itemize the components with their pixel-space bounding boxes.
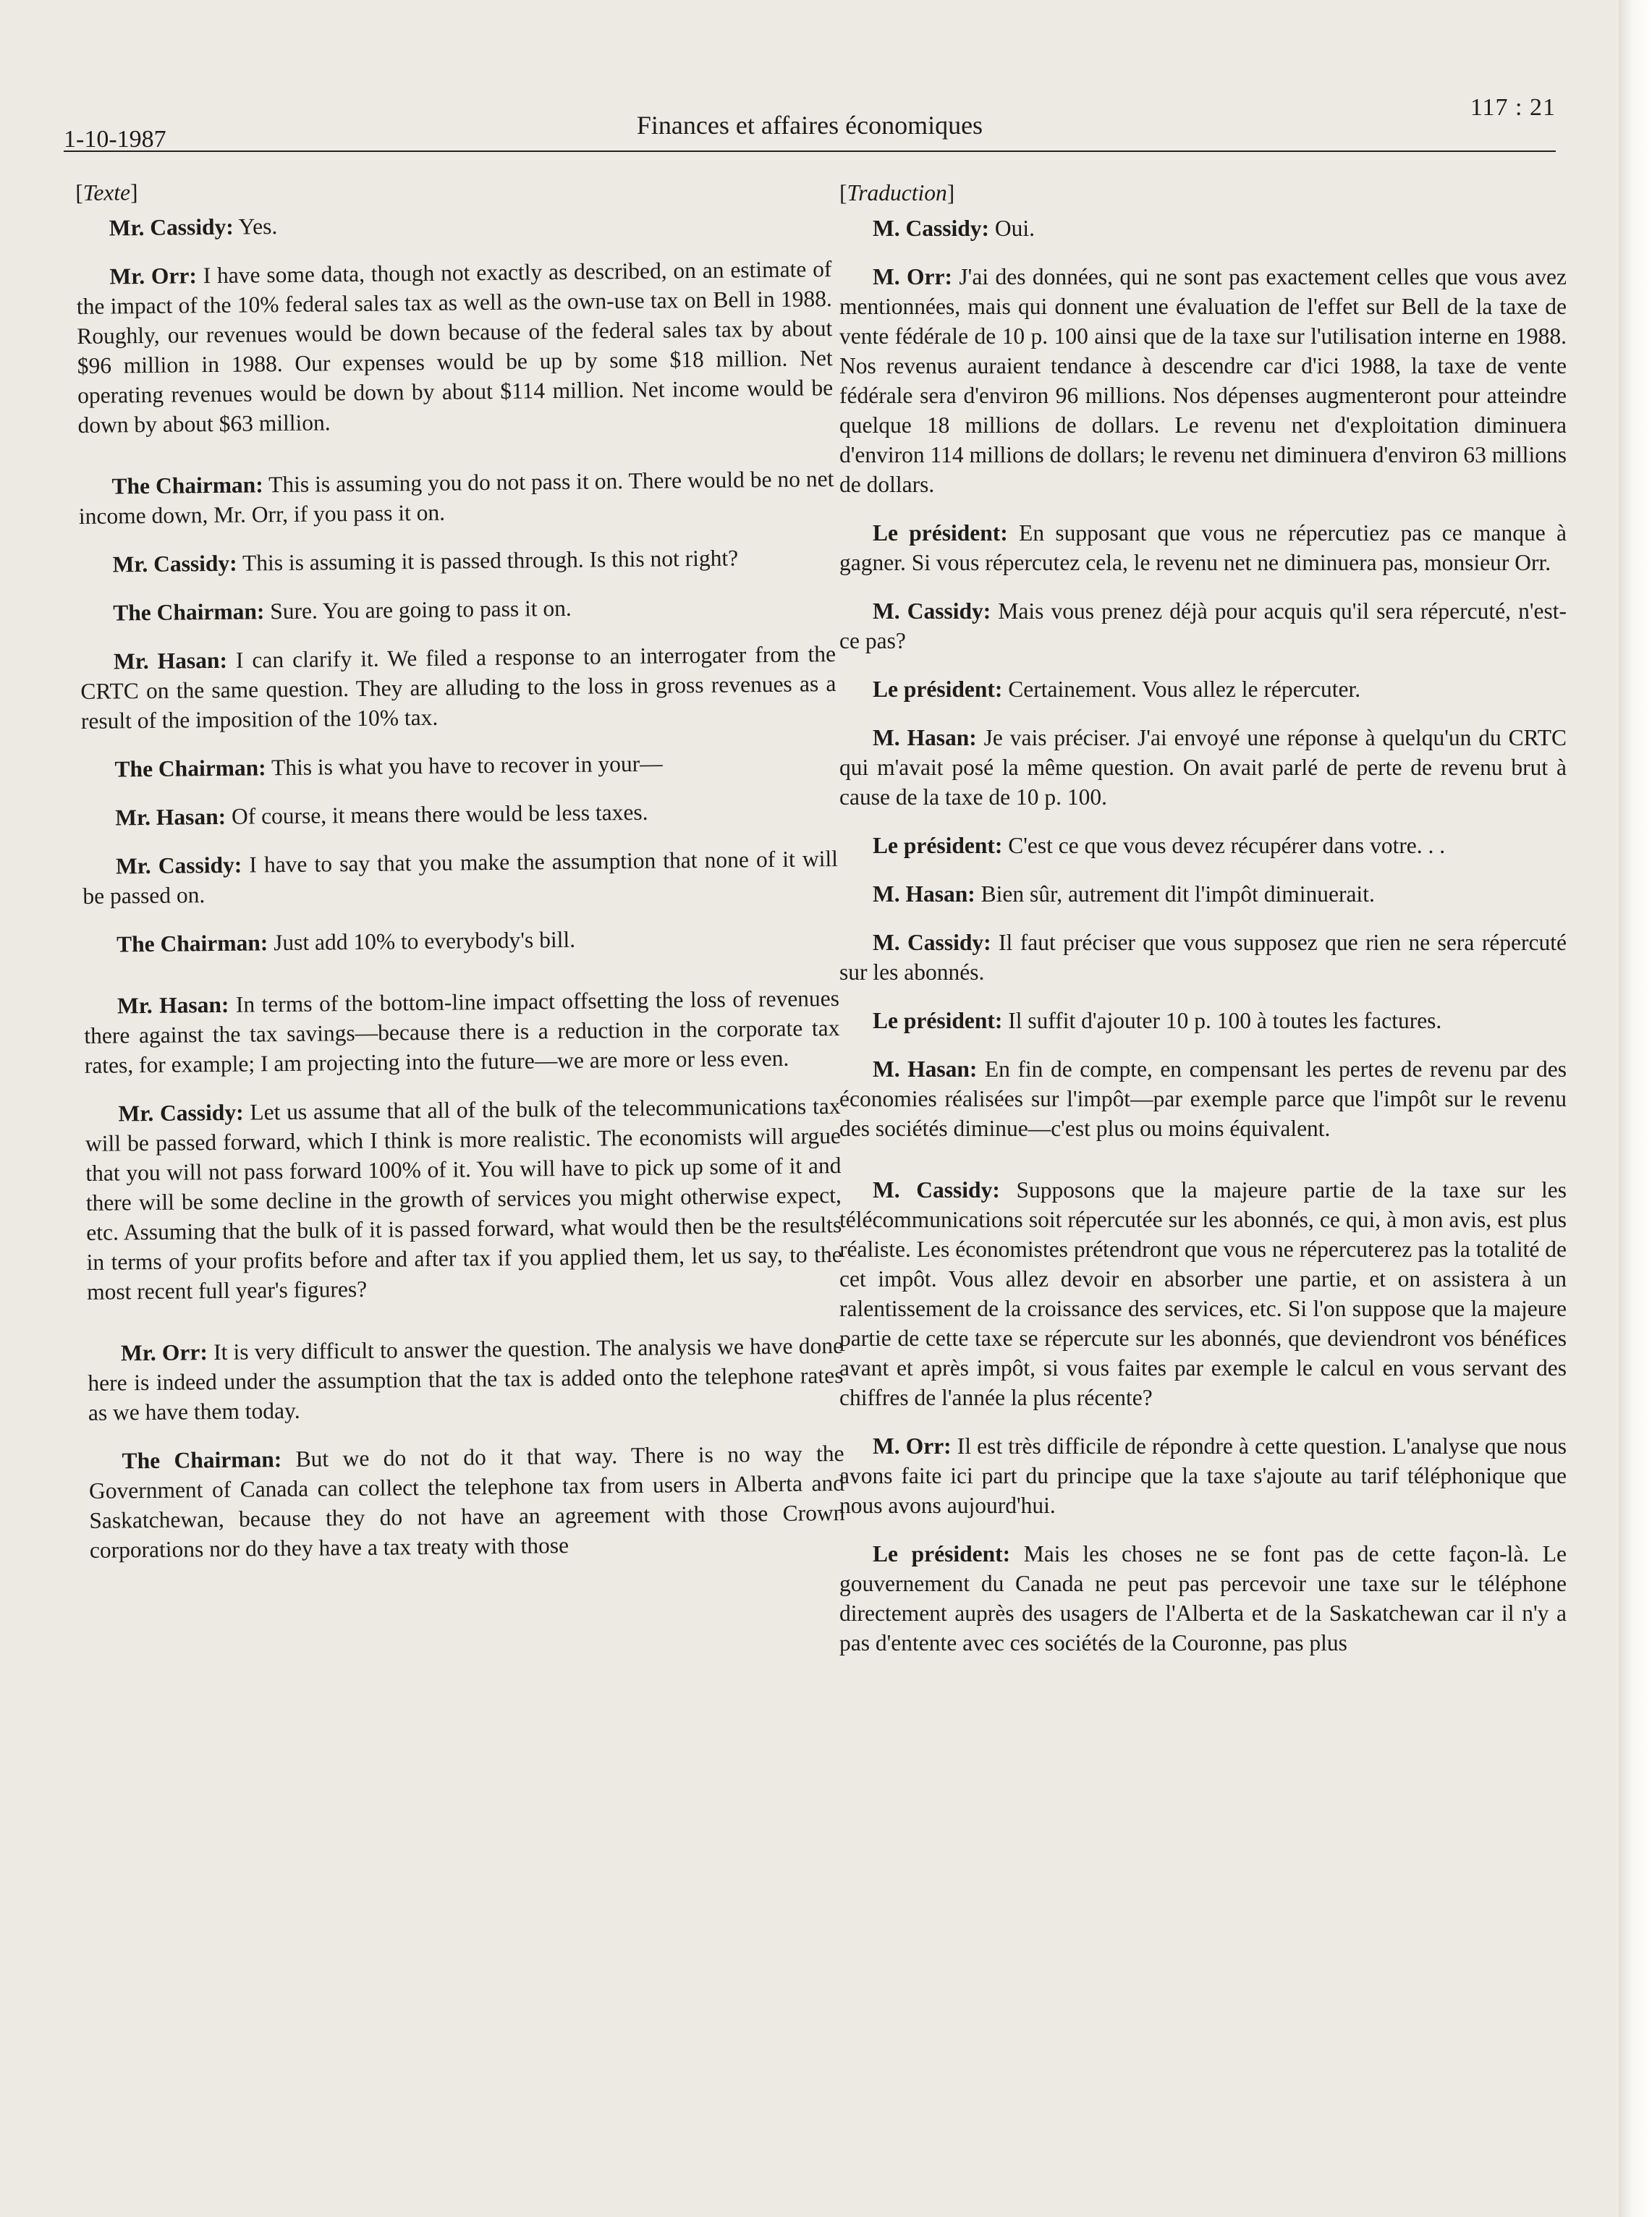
transcript-paragraph [839, 518, 1567, 577]
speech-text: Mais les choses ne se font pas de cette façon-là. Le gouvernement du Canada ne peut pas percevoir une taxe sur le téléphone directement auprès des usagers de l'Alberta et de la Saskatchewan car il n'y a pas d'entente avec ces sociétés de la Couronne, pas plus [839, 1541, 1567, 1656]
speech-text: In terms of the bottom-line impact offsetting the loss of revenues there against the tax savings—because there is a reduction in the corporate tax rates, for example; I am projecting into the future—we are more or less even. [84, 985, 840, 1078]
speech-text: Supposons que la majeure partie de la taxe sur les télécommunications soit répercutée sur les abonnés, ce qui, à mon avis, est plus réaliste. Les économistes prétendront que vous ne répercuterez pas la totalité de cet impôt. Vous allez devoir en absorber une partie, et on assistera à un ralentissement de la croissance des services, etc. Si l'on suppose que la majeure partie de cette taxe se répercute sur les abonnés, que deviendront vos bénéfices avant et après impôt, si vous faites par exemple le calcul en vous servant des chiffres de l'année la plus récente? [839, 1177, 1567, 1410]
speech-text: Je vais préciser. J'ai envoyé une réponse à quelqu'un du CRTC qui m'avait posé la même question. On avait parlé de perte de revenu brut à cause de la taxe de 10 p. 100. [839, 725, 1567, 810]
speech-text: This is assuming you do not pass it on. There would be no net income down, Mr. Orr, if you pass it on. [78, 466, 834, 529]
speech-text: I can clarify it. We filed a response to an interrogater from the CRTC on the same question. They are alluding to the loss in gross revenues as a result of the imposition of the 10% tax. [80, 641, 836, 734]
transcript-paragraph [839, 1539, 1567, 1658]
speech-text: C'est ce que vous devez récupérer dans votre. . . [1002, 833, 1446, 858]
transcript-paragraph [84, 983, 840, 1080]
speaker-name: M. Cassidy: [873, 930, 991, 955]
transcript-paragraph [76, 254, 834, 440]
speaker-name: The Chairman: [111, 472, 263, 499]
speaker-name: The Chairman: [114, 755, 266, 782]
speech-text: I have to say that you make the assumption that none of it will be passed on. [82, 846, 839, 909]
speaker-name: M. Hasan: [873, 1056, 978, 1082]
transcript-paragraph [839, 879, 1567, 909]
page-header [64, 94, 1556, 155]
speaker-name: The Chairman: [113, 598, 265, 626]
transcript-paragraph [839, 928, 1567, 987]
header-page-number: 117 : 21 [1470, 94, 1556, 121]
transcript-paragraph [81, 747, 836, 784]
transcript-paragraph [80, 590, 835, 628]
speaker-name: Le président: [873, 833, 1003, 858]
speaker-name: M. Orr: [873, 1433, 952, 1459]
speaker-name: M. Orr: [873, 264, 952, 289]
transcript-paragraph [82, 844, 839, 911]
speech-text: Il est très difficile de répondre à cette question. L'analyse que nous avons faite ici part du principe que la taxe s'ajoute au tarif téléphonique que nous avons aujourd'hui. [839, 1433, 1567, 1518]
transcript-paragraph [839, 723, 1567, 812]
page-edge [1619, 0, 1652, 2217]
speech-text: Yes. [233, 213, 278, 239]
speaker-name: Mr. Orr: [109, 263, 198, 289]
section-label-texte: [Texte] [75, 179, 138, 205]
speech-text: Bien sûr, autrement dit l'impôt diminuerait. [975, 881, 1375, 907]
speech-text: J'ai des données, qui ne sont pas exactement celles que vous avez mentionnées, mais qui donnent une évaluation de l'effet sur Bell de la taxe de vente fédérale de 10 p. 100 ainsi que de la taxe sur l'utilisation interne en 1988. Nos revenus auraient tendance à descendre car d'ici 1988, la taxe de vente fédérale sera d'environ 96 millions. Nos dépenses augmenteront pour atteindre quelque 18 millions de dollars. Le revenu net d'exploitation diminuera d'environ 114 millions de dollars; le revenu net diminuera d'environ 63 millions de dollars. [839, 264, 1567, 497]
header-rule [64, 151, 1556, 152]
speaker-name: Mr. Cassidy: [115, 852, 242, 879]
speaker-name: Le président: [873, 1008, 1003, 1033]
transcript-paragraph [88, 1331, 844, 1428]
speech-text: This is what you have to recover in your— [266, 750, 663, 781]
speaker-name: Le président: [873, 520, 1008, 546]
transcript-paragraph [82, 795, 837, 833]
speech-text: En fin de compte, en compensant les pertes de revenu par des économies réalisées sur l'impôt—par exemple parce que l'impôt sur le revenu des sociétés diminue—c'est plus ou moins équivalent. [839, 1056, 1567, 1141]
transcript-paragraph [839, 213, 1567, 243]
speech-text: Just add 10% to everybody's bill. [268, 926, 576, 956]
speaker-name: Mr. Hasan: [113, 647, 228, 674]
speaker-name: M. Cassidy: [873, 1177, 1000, 1203]
speaker-name: The Chairman: [116, 930, 268, 957]
speaker-name: M. Cassidy: [873, 216, 990, 241]
speaker-name: Mr. Cassidy: [118, 1099, 244, 1127]
transcript-paragraph [839, 1431, 1567, 1520]
speaker-name: The Chairman: [122, 1446, 282, 1474]
speaker-name: Le président: [873, 677, 1003, 702]
speech-text: Oui. [989, 216, 1035, 241]
speech-text: I have some data, though not exactly as described, on an estimate of the impact of the 10% federal sales tax as well as the own-use tax on Bell in 1988. Roughly, our revenues would be down because of the federal sales tax by about $96 million in 1988. Our expenses would be up by some $18 million. Net operating revenues would be down by about $114 million. Net income would be down by about $63 million. [76, 256, 834, 438]
speaker-name: Le président: [873, 1541, 1011, 1567]
transcript-paragraph [76, 205, 831, 243]
transcript-paragraph [839, 674, 1567, 704]
speech-text: Certainement. Vous allez le répercuter. [1002, 677, 1361, 702]
header-date: 1-10-1987 [64, 126, 166, 153]
right-column-french [839, 178, 1567, 1676]
speech-text: Il suffit d'ajouter 10 p. 100 à toutes les factures. [1002, 1008, 1442, 1033]
speaker-name: Mr. Hasan: [117, 991, 229, 1019]
transcript-paragraph [839, 1175, 1567, 1412]
speech-text: But we do not do it that way. There is no way the Government of Canada can collect the telephone tax from users in Alberta and Saskatchewan, because they do not have an agreement with those Crown corporations nor do they have a tax treaty with those [88, 1440, 845, 1563]
transcript-paragraph [79, 542, 834, 580]
transcript-paragraph [839, 1006, 1567, 1035]
speaker-name: Mr. Orr: [120, 1339, 208, 1366]
speaker-name: M. Hasan: [873, 725, 977, 750]
speech-text: This is assuming it is passed through. Is this not right? [237, 545, 739, 576]
header-title: Finances et affaires économiques [636, 111, 983, 140]
transcript-paragraph [80, 639, 836, 736]
transcript-paragraph [839, 1054, 1567, 1143]
left-column-english [75, 170, 845, 1584]
speech-text: Sure. You are going to pass it on. [264, 595, 572, 624]
speaker-name: Mr. Cassidy: [112, 550, 237, 577]
transcript-paragraph [839, 596, 1567, 656]
transcript-paragraph [83, 922, 839, 959]
transcript-paragraph [78, 464, 834, 531]
section-label-traduction: [Traduction] [839, 180, 955, 205]
transcript-paragraph [85, 1091, 842, 1307]
transcript-paragraph [839, 262, 1567, 499]
speech-text: Let us assume that all of the bulk of the telecommunications tax will be passed forward, which I think is more realistic. The economists will argue that you will not pass forward 100% of it. You will have to pick up some of it and there will be some decline in the growth of services you might otherwise expect, etc. Assuming that the bulk of it is passed forward, what would then be the results in terms of your profits before and after tax if you applied them, let us say, to the most recent full year's figures? [85, 1093, 842, 1305]
transcript-paragraph [839, 831, 1567, 860]
speech-text: It is very difficult to answer the question. The analysis we have done here is indeed under the assumption that the tax is added onto the telephone rates as we have them today. [88, 1332, 844, 1425]
speaker-name: Mr. Cassidy: [109, 213, 234, 241]
speech-text: Of course, it means there would be less taxes. [225, 799, 648, 829]
speaker-name: M. Hasan: [873, 881, 975, 907]
speaker-name: Mr. Hasan: [115, 803, 226, 831]
speaker-name: M. Cassidy: [873, 598, 991, 624]
speech-text: Il faut préciser que vous supposez que rien ne sera répercuté sur les abonnés. [839, 930, 1567, 985]
speech-text: En supposant que vous ne répercutiez pas ce manque à gagner. Si vous répercutez cela, le revenu net ne diminuera pas, monsieur Orr. [839, 520, 1567, 575]
transcript-paragraph [88, 1438, 845, 1565]
speech-text: Mais vous prenez déjà pour acquis qu'il sera répercuté, n'est-ce pas? [839, 598, 1567, 653]
